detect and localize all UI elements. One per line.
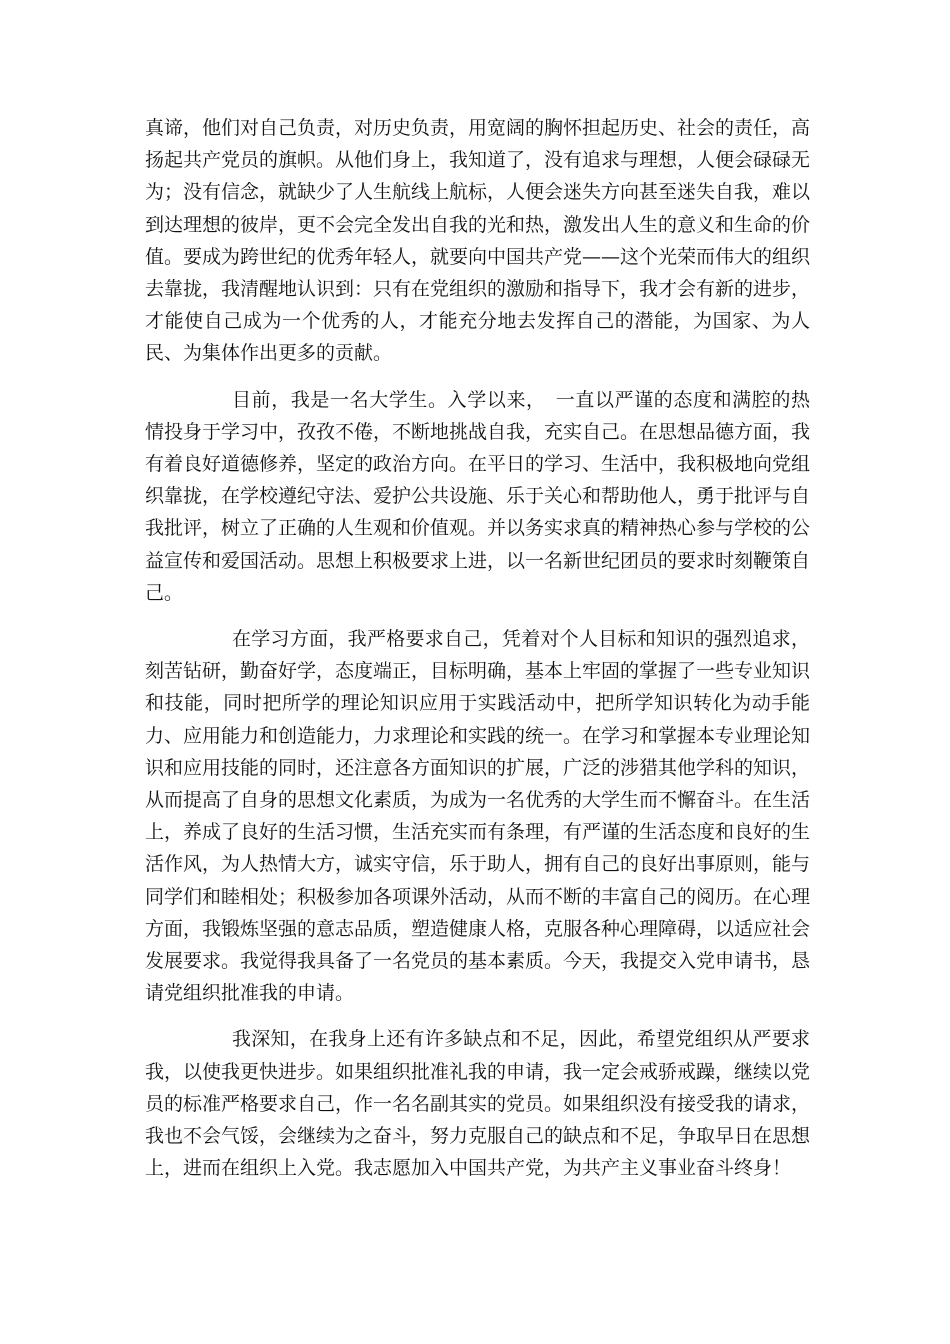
paragraph-closing-pledge: 我深知，在我身上还有许多缺点和不足，因此，希望党组织从严要求我，以使我更快进步。如果组织批准礼我的申请，我一定会戒骄戒躁，继续以党员的标准严格要求自己，作一名名副其实的党员。如果组织没有接受我的请求，我也不会气馁，会继续为之奋斗，努力克服自己的缺点和不足，争取早日在思想上，进而在组织上入党。我志愿加入中国共产党，为共产主义事业奋斗终身！ [145, 1028, 811, 1180]
paragraph-student-profile: 目前，我是一名大学生。入学以来， 一直以严谨的态度和满腔的热情投身于学习中，孜孜不倦，不断地挑战自我，充实自己。在思想品德方面，我有着良好道德修养，坚定的政治方向。在平日的学习、生活中，我积极地向党组织靠拢，在学校遵纪守法、爱护公共设施、乐于关心和帮助他人，勇于批评与自我批评，树立了正确的人生观和价值观。并以务实求真的精神热心参与学校的公益宣传和爱国活动。思想上积极要求上进，以一名新世纪团员的要求时刻鞭策自己。 [145, 388, 811, 604]
document-body [145, 112, 810, 1185]
paragraph-study-and-life: 在学习方面，我严格要求自己，凭着对个人目标和知识的强烈追求，刻苦钻研，勤奋好学，态度端正，目标明确，基本上牢固的掌握了一些专业知识和技能，同时把所学的理论知识应用于实践活动中，把所学知识转化为动手能力、应用能力和创造能力，力求理论和实践的统一。在学习和掌握本专业理论知识和应用技能的同时，还注意各方面知识的扩展，广泛的涉猎其他学科的知识，从而提高了自身的思想文化素质，为成为一名优秀的大学生而不懈奋斗。在生活上，养成了良好的生活习惯，生活充实而有条理，有严谨的生活态度和良好的生活作风，为人热情大方，诚实守信，乐于助人，拥有自己的良好出事原则，能与同学们和睦相处；积极参加各项课外活动，从而不断的丰富自己的阅历。在心理方面，我锻炼坚强的意志品质，塑造健康人格，克服各种心理障碍，以适应社会发展要求。我觉得我具备了一名党员的基本素质。今天，我提交入党申请书，恳请党组织批准我的申请。 [145, 628, 811, 1005]
paragraph-continuation: 真谛，他们对自己负责，对历史负责，用宽阔的胸怀担起历史、社会的责任，高扬起共产党员的旗帜。从他们身上，我知道了，没有追求与理想，人便会碌碌无为；没有信念，就缺少了人生航线上航标，人便会迷失方向甚至迷失自我，难以到达理想的彼岸，更不会完全发出自我的光和热，激发出人生的意义和生命的价值。要成为跨世纪的优秀年轻人，就要向中国共产党——这个光荣而伟大的组织去靠拢，我清醒地认识到：只有在党组织的激励和指导下，我才会有新的进步，才能使自己成为一个优秀的人，才能充分地去发挥自己的潜能，为国家、为人民、为集体作出更多的贡献。 [145, 117, 811, 365]
